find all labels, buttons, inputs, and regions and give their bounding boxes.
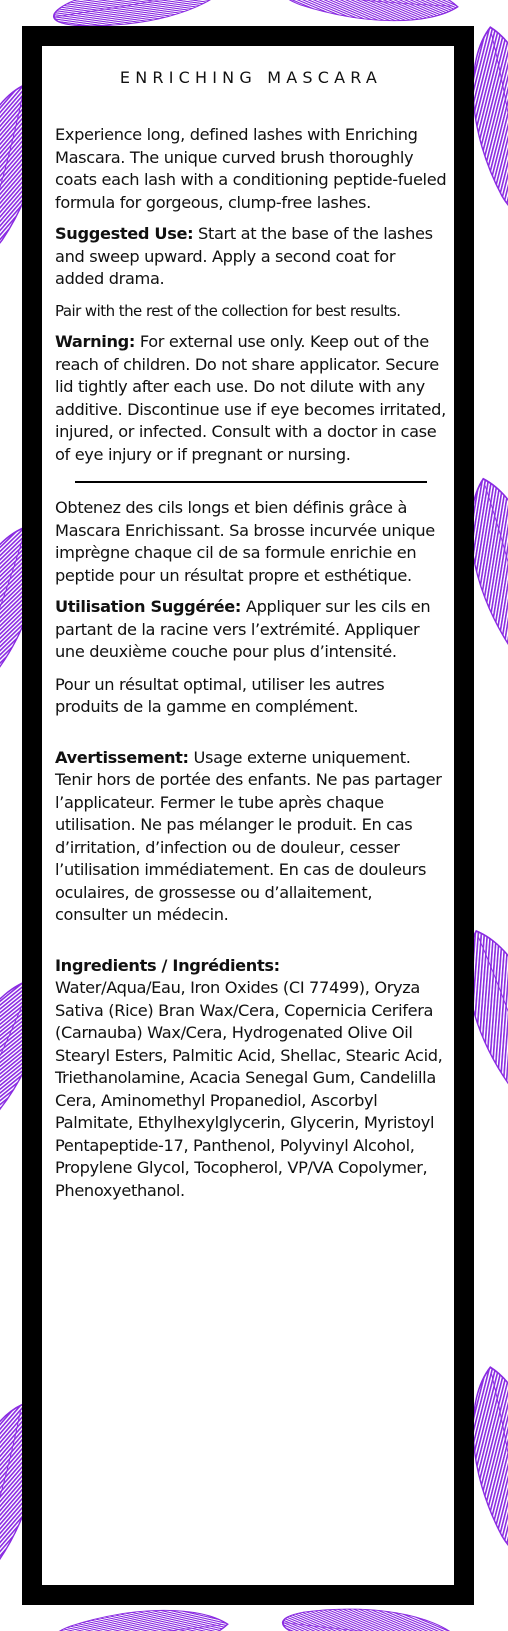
en-warning: [55, 331, 447, 466]
ingredients-list: Water/Aqua/Eau, Iron Oxides (CI 77499), Oryza Sativa (Rice) Bran Wax/Cera, Copernicia Cerifera (Carnauba) Wax/Cera, Hydrogenated Olive Oil Stearyl Esters, Palmitic Acid, Shellac, Stearic Acid, Triethanolamine, Acacia Senegal Gum, Candelilla Cera, Aminomethyl Propanediol, Ascorbyl Palmitate, Ethylhexylglycerin, Glycerin, Myristoyl Pentapeptide-17, Panthenol, Polyvinyl Alcohol, Propylene Glycol, Tocopherol, VP/VA Copolymer, Phenoxyethanol.: [55, 978, 443, 1200]
label-content: [55, 68, 447, 1202]
ingredients-label: Ingredients / Ingrédients:: [55, 955, 280, 975]
en-suggested-use: [55, 223, 447, 291]
fr-suggested-use: [55, 596, 447, 664]
en-suggested-use-label: Suggested Use:: [55, 224, 194, 243]
section-divider: [75, 481, 427, 483]
en-warning-label: Warning:: [55, 332, 136, 351]
en-pair-note: Pair with the rest of the collection for best results.: [55, 301, 401, 320]
fr-warning-label: Avertissement:: [55, 747, 189, 767]
en-warning-text: For external use only. Keep out of the reach of children. Do not share applicator. Secure lid tightly after each use. Do not dilute with any additive. Discontinue use if eye becomes irritated, injured, or infected. Consult with a doctor in case of eye injury or if pregnant or nursing.: [55, 332, 446, 464]
fr-suggested-use-label: Utilisation Suggérée:: [55, 597, 242, 616]
leaf-icon: [51, 1604, 229, 1631]
fr-warning: [55, 747, 447, 927]
fr-intro: Obtenez des cils longs et bien définis grâce à Mascara Enrichissant. Sa brosse incurvée unique imprègne chaque cil de sa formule enrichie en peptide pour un résultat propre et esthétique.: [55, 498, 435, 585]
product-title: ENRICHING MASCARA: [119, 68, 383, 87]
en-intro: Experience long, defined lashes with Enriching Mascara. The unique curved brush thoroughly coats each lash with a conditioning peptide-fueled formula for gorgeous, clump-free lashes.: [55, 125, 447, 212]
leaf-icon: [281, 1602, 459, 1631]
fr-pair-note: Pour un résultat optimal, utiliser les autres produits de la gamme en complément.: [55, 674, 385, 716]
leaf-icon: [281, 0, 459, 27]
fr-warning-text: Usage externe uniquement. Tenir hors de portée des enfants. Ne pas partager l’applicateur. Fermer le tube après chaque utilisation. Ne pas mélanger le produit. En cas d’irritation, d’infection ou de douleur, cesser l’utilisation immédiatement. En cas de douleurs oculaires, de grossesse ou d’allaitement, consulter un médecin.: [55, 747, 442, 924]
fr-suggested-use-text: Appliquer sur les cils en partant de la racine vers l’extrémité. Appliquer une deuxième couche pour plus d’intensité.: [55, 597, 431, 661]
en-suggested-use-text: Start at the base of the lashes and sweep upward. Apply a second coat for added drama.: [55, 224, 433, 288]
